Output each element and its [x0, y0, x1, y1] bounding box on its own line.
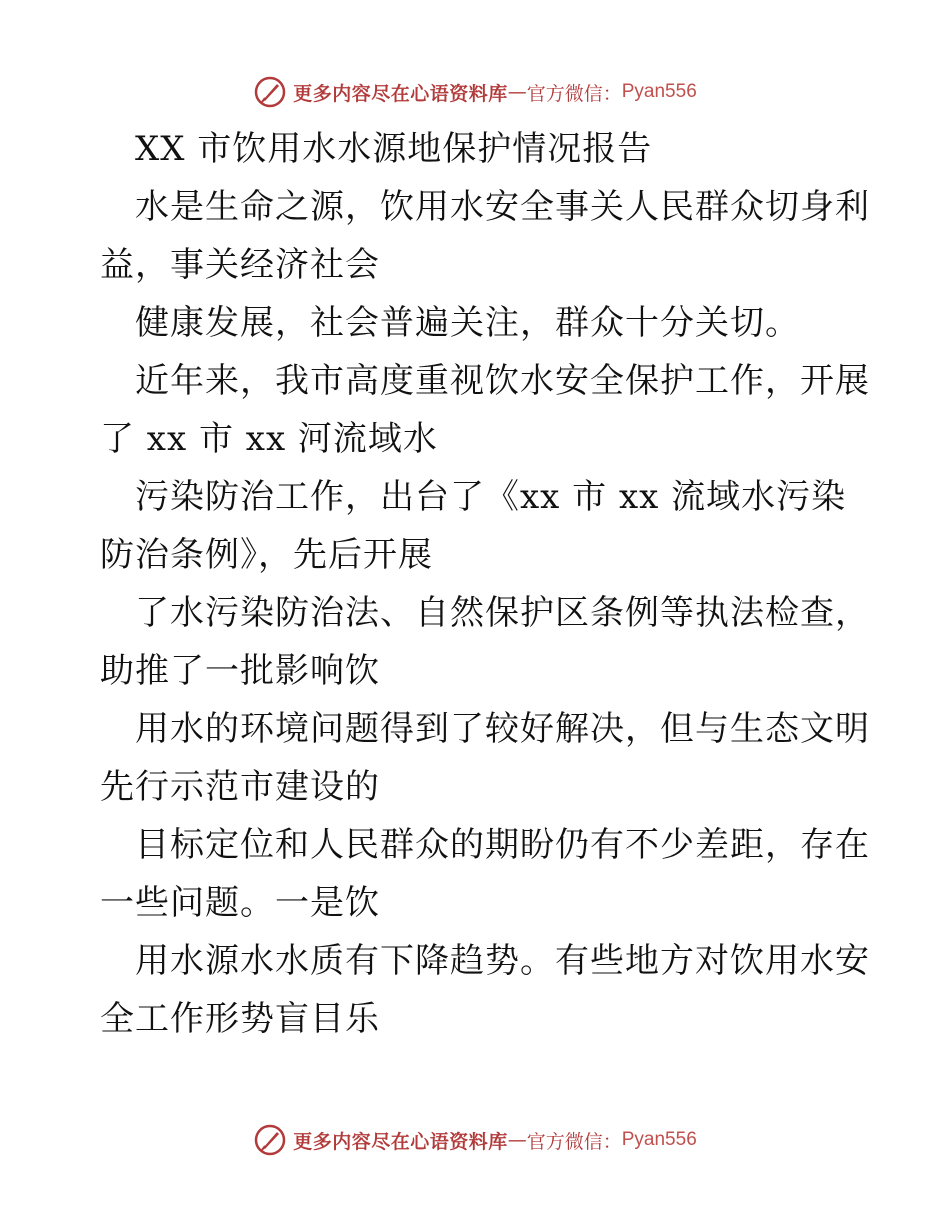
body-line: 污染防治工作，出台了《xx 市 xx 流域水污染 — [135, 477, 847, 517]
body-line: 健康发展，社会普遍关注，群众十分关切。 — [135, 303, 800, 343]
body-line: 用水的环境问题得到了较好解决，但与生态文明 — [135, 709, 870, 749]
body-line: 益，事关经济社会 — [100, 245, 380, 285]
quill-pen-logo-icon — [253, 1123, 287, 1157]
body-line: 了 xx 市 xx 河流域水 — [100, 419, 438, 459]
body-line: 防治条例》，先后开展 — [100, 535, 433, 575]
footer-watermark — [0, 1120, 950, 1160]
body-line: 先行示范市建设的 — [100, 767, 380, 807]
watermark-wechat-id: Pyan556 — [621, 81, 697, 102]
body-line: 水是生命之源，饮用水安全事关人民群众切身利 — [135, 187, 870, 227]
quill-pen-logo-icon — [253, 75, 287, 109]
watermark-brand: 更多内容尽在心语资料库 — [293, 82, 508, 105]
body-line: 目标定位和人民群众的期盼仍有不少差距，存在 — [135, 825, 870, 865]
body-line: 了水污染防治法、自然保护区条例等执法检查， — [135, 593, 870, 633]
body-line: 用水源水水质有下降趋势。有些地方对饮用水安 — [135, 941, 870, 981]
body-line: 一些问题。一是饮 — [100, 883, 380, 923]
body-line: 近年来，我市高度重视饮水安全保护工作，开展 — [135, 361, 870, 401]
watermark-wechat-label: 官方微信： — [526, 82, 622, 105]
watermark-brand: 更多内容尽在心语资料库 — [293, 1130, 508, 1153]
body-line: 助推了一批影响饮 — [100, 651, 380, 691]
body-line: 全工作形势盲目乐 — [100, 999, 380, 1039]
header-watermark — [0, 72, 950, 112]
document-title: XX 市饮用水水源地保护情况报告 — [135, 129, 653, 169]
watermark-separator: — — [507, 1129, 527, 1151]
document-body — [100, 120, 870, 1048]
watermark-wechat-id: Pyan556 — [621, 1129, 697, 1150]
watermark-wechat-label: 官方微信： — [526, 1130, 622, 1153]
watermark-separator: — — [507, 81, 527, 103]
